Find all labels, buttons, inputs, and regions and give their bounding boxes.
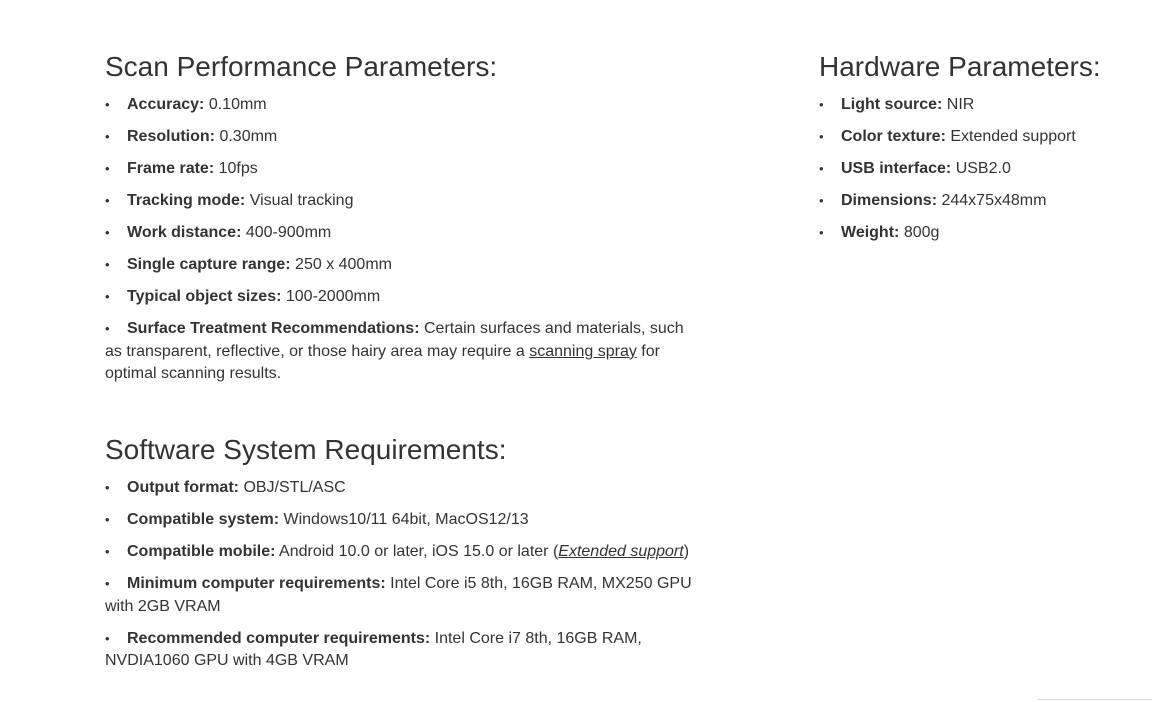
bullet-icon: • [105,289,110,304]
list-item-capture-range [105,254,695,277]
list-item-accuracy [105,94,695,117]
bullet-icon: • [105,512,110,527]
bullet-icon: • [105,630,110,646]
spec-label: Compatible system: [127,511,280,528]
bullet-icon: • [819,129,824,144]
spec-value: Intel Core i7 8th, 16GB RAM, NVDIA1060 GPU with 4GB VRAM [105,629,642,669]
spec-label: USB interface: [841,160,952,177]
spec-label: Light source: [841,96,943,113]
bullet-icon: • [105,129,110,144]
spec-value: 800g [903,224,940,241]
list-item-usb-interface [819,158,1139,181]
spec-value-continued: for optimal scanning results. [105,342,660,382]
bullet-icon: • [819,97,824,112]
spec-label: Resolution: [127,128,215,145]
spec-value: 244x75x48mm [941,192,1047,209]
spec-label: Typical object sizes: [127,288,282,305]
scan-performance-heading: Scan Performance Parameters: [105,51,498,82]
spec-label: Work distance: [127,224,242,241]
bullet-icon: • [105,161,110,176]
bullet-icon: • [819,193,824,208]
extended-support-link[interactable]: Extended support [558,543,684,560]
list-item-resolution [105,126,695,149]
bullet-icon: • [105,97,110,112]
list-item-surface-treatment [105,318,695,386]
list-item-work-distance [105,222,695,245]
list-item-color-texture [819,126,1139,149]
list-item-output-format [105,477,695,500]
list-item-compatible-mobile [105,541,695,564]
spec-label: Output format: [127,479,239,496]
spec-label: Recommended computer requirements: [127,629,431,647]
spec-value: 10fps [218,160,258,177]
spec-label: Minimum computer requirements: [127,575,386,592]
spec-label: Dimensions: [841,192,938,209]
bullet-icon: • [105,576,110,591]
list-item-frame-rate [105,158,695,181]
hardware-parameters-heading: Hardware Parameters: [819,51,1101,82]
list-item-dimensions [819,190,1139,213]
section-spacer [105,395,695,431]
spec-label: Weight: [841,224,900,241]
spec-label: Surface Treatment Recommendations: [127,320,420,337]
spec-label: Frame rate: [127,160,215,177]
spec-value: Android 10.0 or later, iOS 15.0 or later ( [279,543,559,560]
bullet-icon: • [105,480,110,495]
spec-value: NIR [946,96,975,113]
bullet-icon: • [105,193,110,208]
spec-label: Single capture range: [127,256,291,273]
divider [1038,699,1152,700]
spec-value: 100-2000mm [285,288,381,305]
left-column [105,48,695,682]
spec-label: Accuracy: [127,96,205,113]
list-item-light-source [819,94,1139,117]
spec-value: OBJ/STL/ASC [243,479,346,496]
list-item-recommended-requirements [105,628,695,673]
spec-value: Windows10/11 64bit, MacOS12/13 [283,511,529,528]
spec-value-close: ) [683,543,690,560]
spec-label: Compatible mobile: [127,543,276,560]
spec-value: 400-900mm [245,224,332,241]
bullet-icon: • [105,544,110,559]
spec-value: USB2.0 [955,160,1011,177]
right-column [819,48,1139,254]
list-item-object-sizes [105,286,695,309]
scanning-spray-link[interactable]: scanning spray [529,342,637,360]
scan-performance-list [105,94,695,386]
list-item-weight [819,222,1139,245]
software-requirements-heading: Software System Requirements: [105,434,507,465]
spec-value: 0.10mm [208,96,267,113]
list-item-tracking-mode [105,190,695,213]
spec-value: Intel Core i5 8th, 16GB RAM, MX250 GPU with 2GB VRAM [105,575,692,615]
spec-label: Tracking mode: [127,192,246,209]
bullet-icon: • [819,225,824,240]
spec-value: 0.30mm [219,128,278,145]
spec-value: Certain surfaces and materials, such as transparent, reflective, or those hairy area may require a [105,320,684,360]
spec-value: Visual tracking [249,192,354,209]
spec-value: Extended support [950,128,1076,145]
bullet-icon: • [105,257,110,272]
hardware-parameters-list [819,94,1139,245]
bullet-icon: • [105,321,110,336]
spec-value: 250 x 400mm [295,256,392,273]
bullet-icon: • [819,161,824,176]
bullet-icon: • [105,225,110,240]
list-item-minimum-requirements [105,573,695,618]
list-item-compatible-system [105,509,695,532]
spec-label: Color texture: [841,128,946,145]
software-requirements-list [105,477,695,673]
